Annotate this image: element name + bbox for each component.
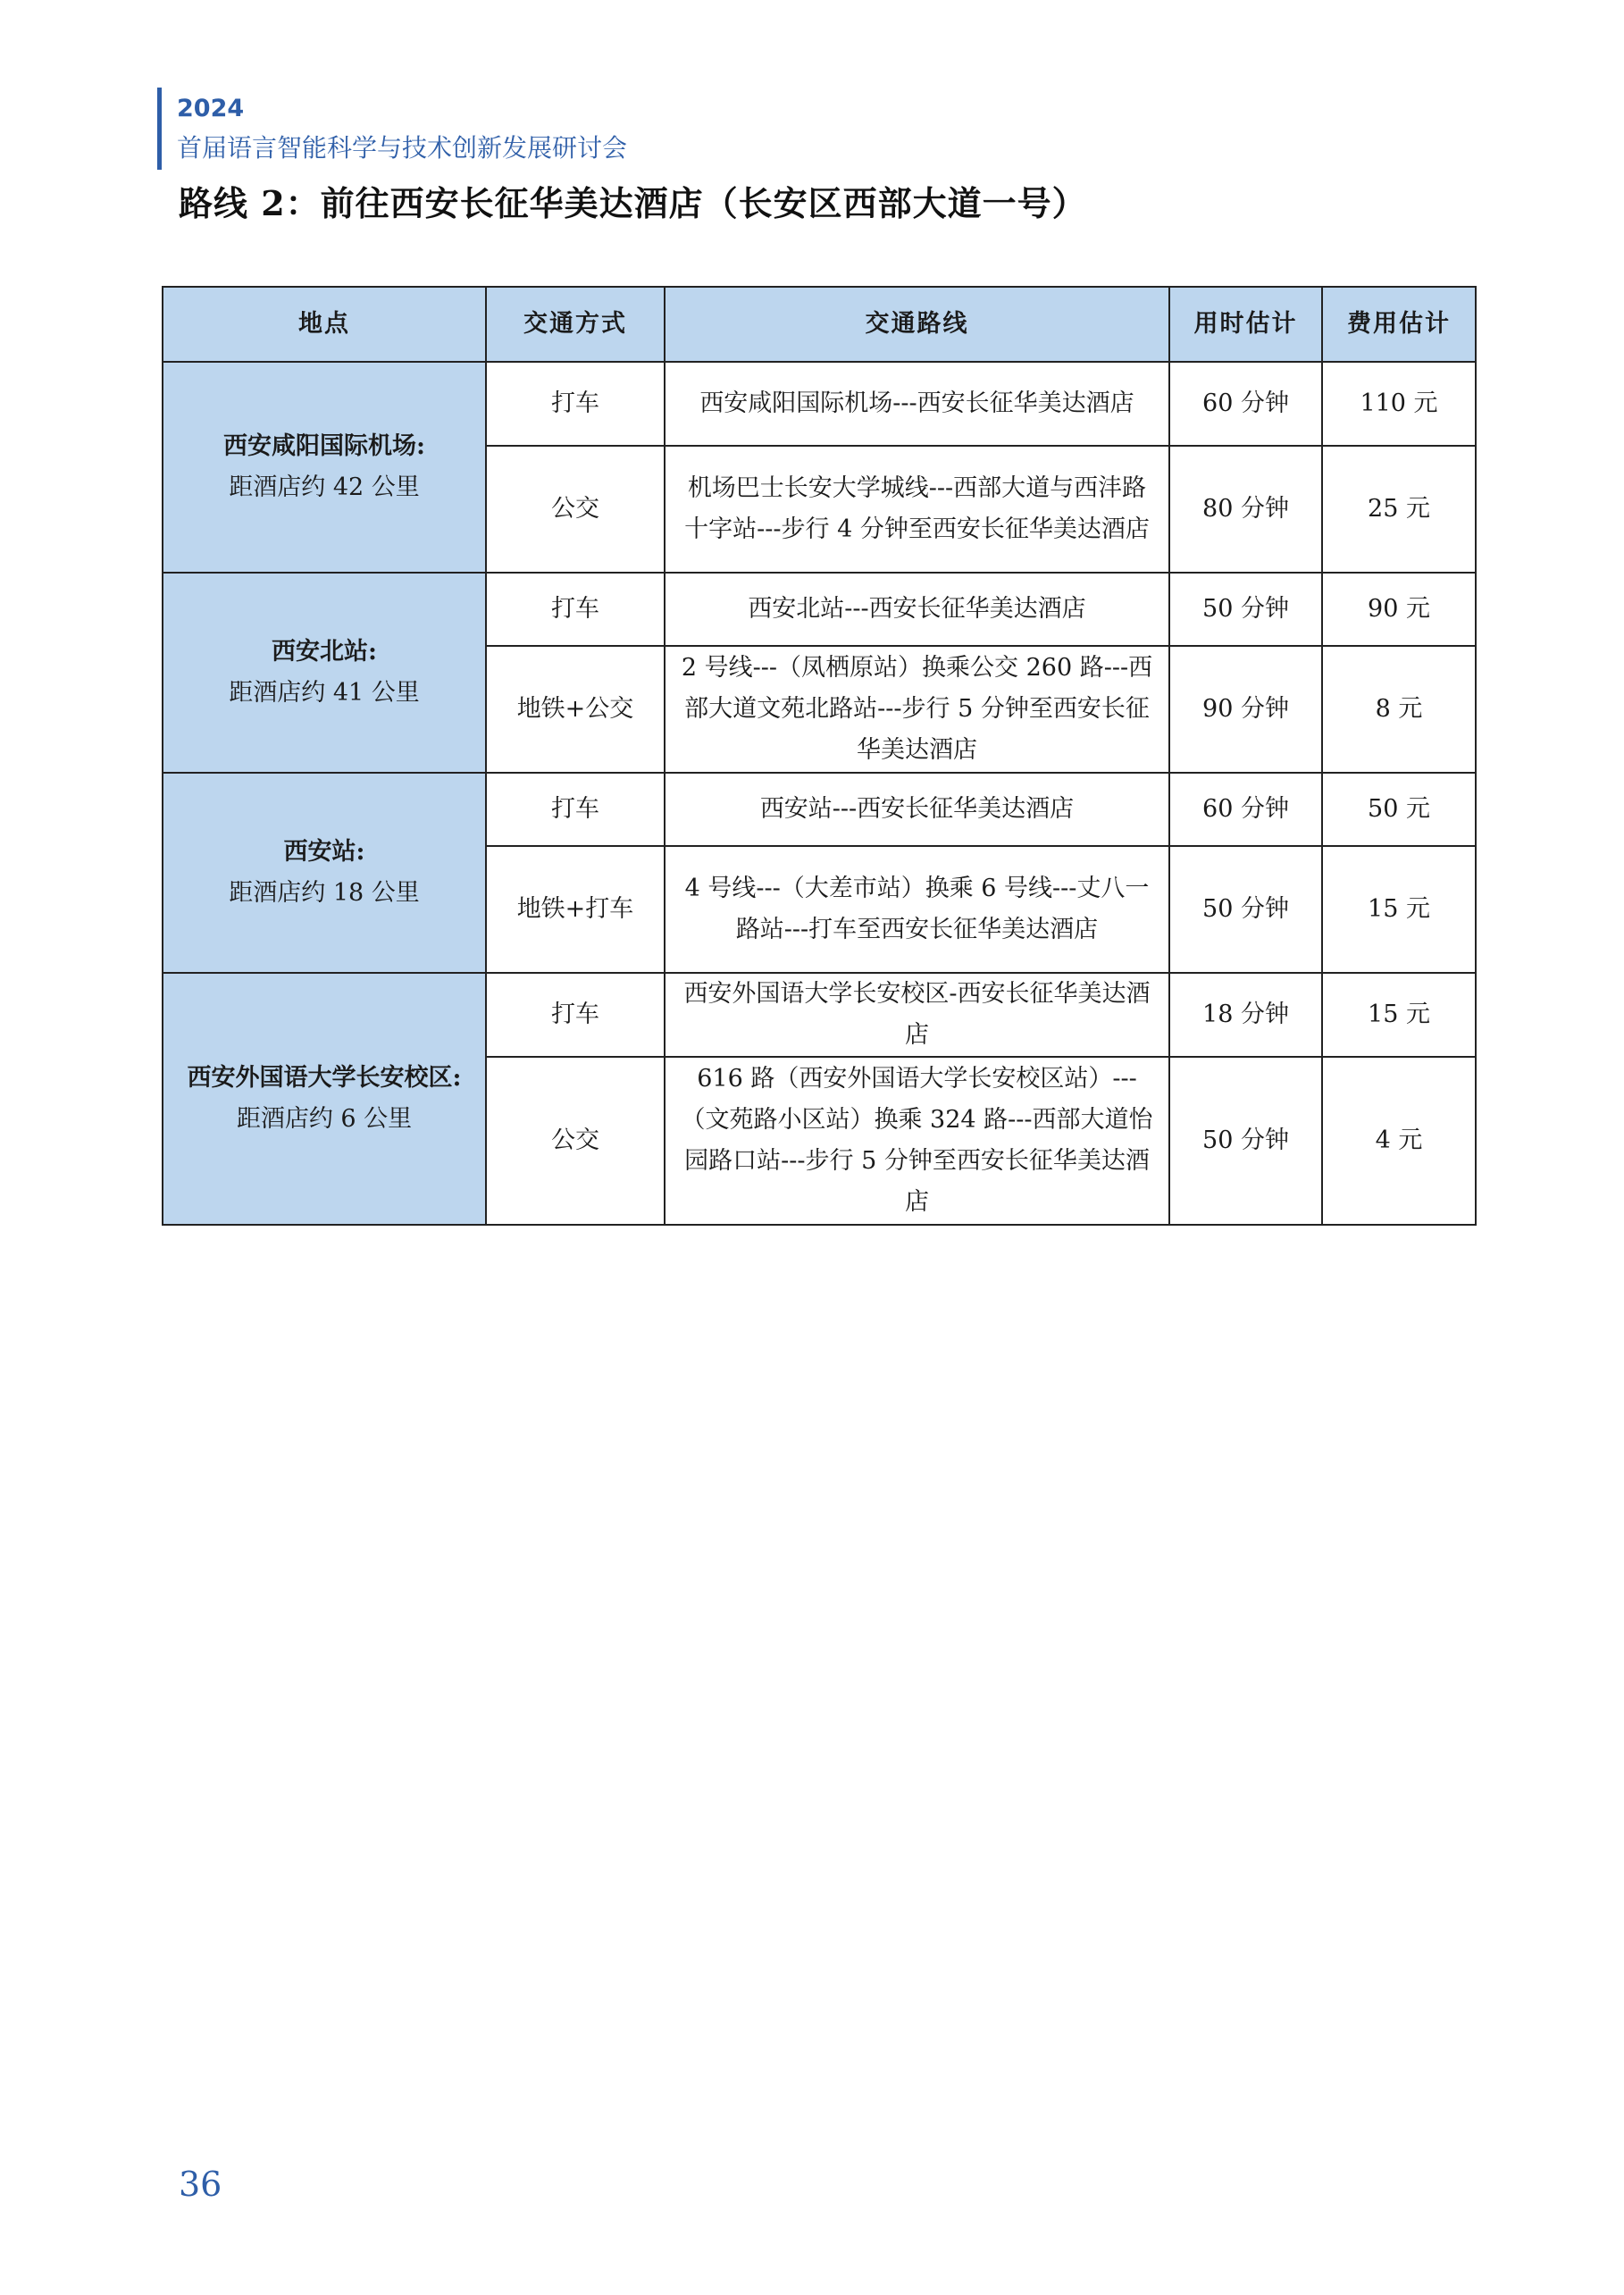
- location-name: 西安外国语大学长安校区:: [187, 1064, 462, 1092]
- route-cell: 616 路（西安外国语大学长安校区站）---（文苑路小区站）换乘 324 路---西部大道怡园路口站---步行 5 分钟至西安长征华美达酒店: [665, 1057, 1169, 1225]
- cost-cell: 15 元: [1322, 973, 1476, 1057]
- time-cell: 18 分钟: [1169, 973, 1322, 1057]
- header-accent-bar: [157, 88, 162, 170]
- table-row: [163, 573, 1476, 646]
- route-title: 路线 2：前往西安长征华美达酒店（长安区西部大道一号）: [179, 183, 1087, 223]
- table-header-row: [163, 287, 1476, 362]
- route-cell: 西安外国语大学长安校区-西安长征华美达酒店: [665, 973, 1169, 1057]
- route-cell: 西安站---西安长征华美达酒店: [665, 773, 1169, 846]
- table-row: [163, 773, 1476, 846]
- header-cost: 费用估计: [1322, 287, 1476, 362]
- header-route: 交通路线: [665, 287, 1169, 362]
- transport-table: [162, 286, 1477, 1226]
- header-location: 地点: [163, 287, 486, 362]
- cost-cell: 110 元: [1322, 362, 1476, 446]
- location-distance: 距酒店约 18 公里: [229, 879, 420, 907]
- mode-cell: 地铁+公交: [486, 646, 665, 773]
- header-conference-title: 首届语言智能科学与技术创新发展研讨会: [177, 133, 628, 163]
- location-cell: [163, 973, 486, 1225]
- header-mode: 交通方式: [486, 287, 665, 362]
- route-cell: 西安咸阳国际机场---西安长征华美达酒店: [665, 362, 1169, 446]
- mode-cell: 地铁+打车: [486, 846, 665, 973]
- location-distance: 距酒店约 6 公里: [236, 1105, 413, 1133]
- time-cell: 60 分钟: [1169, 773, 1322, 846]
- mode-cell: 公交: [486, 1057, 665, 1225]
- time-cell: 50 分钟: [1169, 1057, 1322, 1225]
- mode-cell: 公交: [486, 446, 665, 573]
- route-cell: 西安北站---西安长征华美达酒店: [665, 573, 1169, 646]
- time-cell: 80 分钟: [1169, 446, 1322, 573]
- mode-cell: 打车: [486, 362, 665, 446]
- cost-cell: 8 元: [1322, 646, 1476, 773]
- time-cell: 90 分钟: [1169, 646, 1322, 773]
- cost-cell: 15 元: [1322, 846, 1476, 973]
- location-name: 西安站:: [283, 838, 365, 866]
- header-time: 用时估计: [1169, 287, 1322, 362]
- cost-cell: 90 元: [1322, 573, 1476, 646]
- page-number: 36: [179, 2165, 222, 2204]
- time-cell: 50 分钟: [1169, 573, 1322, 646]
- route-cell: 4 号线---（大差市站）换乘 6 号线---丈八一路站---打车至西安长征华美达酒店: [665, 846, 1169, 973]
- location-cell: [163, 573, 486, 773]
- route-cell: 机场巴士长安大学城线---西部大道与西沣路十字站---步行 4 分钟至西安长征华美达酒店: [665, 446, 1169, 573]
- table-row: [163, 362, 1476, 446]
- cost-cell: 50 元: [1322, 773, 1476, 846]
- cost-cell: 25 元: [1322, 446, 1476, 573]
- time-cell: 50 分钟: [1169, 846, 1322, 973]
- location-cell: [163, 362, 486, 573]
- table-row: [163, 973, 1476, 1057]
- location-distance: 距酒店约 41 公里: [229, 679, 420, 707]
- route-cell: 2 号线---（凤栖原站）换乘公交 260 路---西部大道文苑北路站---步行 5 分钟至西安长征华美达酒店: [665, 646, 1169, 773]
- location-name: 西安北站:: [272, 638, 377, 666]
- cost-cell: 4 元: [1322, 1057, 1476, 1225]
- mode-cell: 打车: [486, 973, 665, 1057]
- time-cell: 60 分钟: [1169, 362, 1322, 446]
- location-cell: [163, 773, 486, 973]
- header-year: 2024: [177, 95, 245, 122]
- mode-cell: 打车: [486, 773, 665, 846]
- location-name: 西安咸阳国际机场:: [223, 432, 425, 460]
- location-distance: 距酒店约 42 公里: [229, 473, 420, 501]
- mode-cell: 打车: [486, 573, 665, 646]
